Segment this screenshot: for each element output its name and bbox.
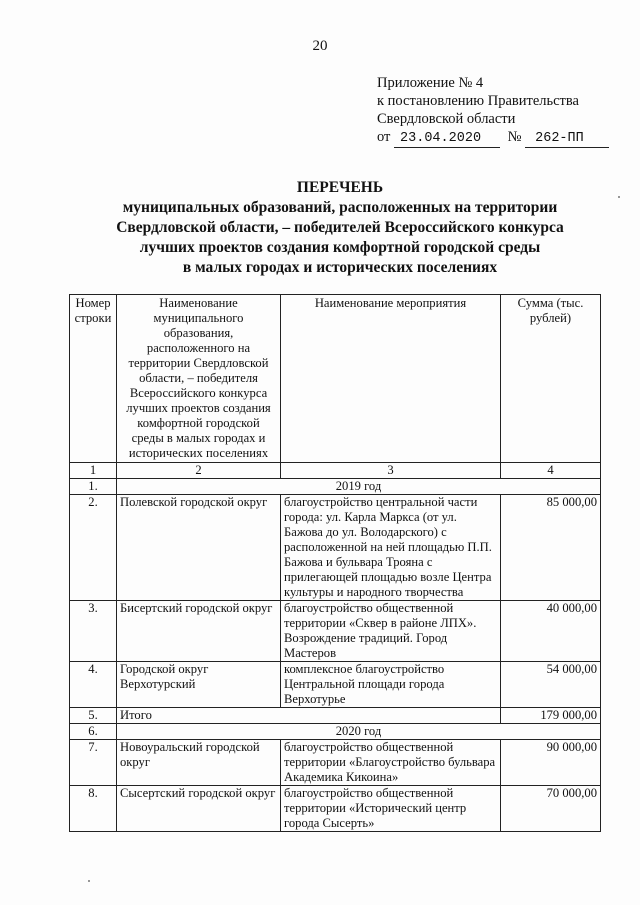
scan-speck (618, 196, 620, 198)
header-event: Наименование мероприятия (281, 295, 501, 463)
table-row (70, 601, 601, 662)
appendix-line-1: Приложение № 4 (377, 75, 484, 91)
index-cell: 3 (281, 463, 501, 479)
appendix-block (377, 74, 609, 148)
header-municipality: Наименование муниципального образования, расположенного на территории Свердловской области, – победителя Всероссийского конкурса лучших проектов создания комфортной городской среды в малых городах и исторических поселениях (117, 295, 281, 463)
table-row (70, 724, 601, 740)
scan-speck (88, 880, 90, 882)
event-cell: благоустройство общественной территории «Сквер в районе ЛПХ». Возрождение традиций. Город Мастеров (281, 601, 501, 662)
appendix-date-line (377, 128, 609, 148)
event-cell: благоустройство общественной территории «Благоустройство бульвара Академика Кикоина» (281, 740, 501, 786)
municipality-cell: Полевской городской округ (117, 495, 281, 601)
date-prefix: от (377, 129, 391, 145)
row-number: 2. (70, 495, 117, 601)
header-sum: Сумма (тыс. рублей) (501, 295, 601, 463)
table-row (70, 479, 601, 495)
municipality-cell: Новоуральский городской округ (117, 740, 281, 786)
row-number: 8. (70, 786, 117, 832)
index-cell: 4 (501, 463, 601, 479)
year-heading: 2019 год (117, 479, 601, 495)
row-number: 3. (70, 601, 117, 662)
document-title (60, 178, 620, 278)
total-sum: 179 000,00 (501, 708, 601, 724)
row-number: 1. (70, 479, 117, 495)
sum-cell: 70 000,00 (501, 786, 601, 832)
row-number: 5. (70, 708, 117, 724)
table-row (70, 786, 601, 832)
event-cell: комплексное благоустройство Центральной площади города Верхотурье (281, 662, 501, 708)
title-line-3: Свердловской области, – победителей Всероссийского конкурса (116, 219, 564, 236)
title-line-5: в малых городах и исторических поселениях (182, 259, 498, 276)
appendix-line-2: к постановлению Правительства (377, 93, 579, 109)
title-line-2: муниципальных образований, расположенных на территории (122, 199, 558, 216)
event-cell: благоустройство центральной части города: ул. Карла Маркса (от ул. Бажова до ул. Володарского) с расположенной на ней площадью П.П. Бажова и бульвара Трояна с прилегающей площадью возле Центра культуры и народного творчества (281, 495, 501, 601)
title-line-4: лучших проектов создания комфортной городской среды (139, 239, 541, 256)
row-number: 6. (70, 724, 117, 740)
row-number: 7. (70, 740, 117, 786)
municipalities-table (69, 294, 601, 832)
year-heading: 2020 год (117, 724, 601, 740)
appendix-line-3: Свердловской области (377, 111, 516, 127)
table-row (70, 740, 601, 786)
title-line-1: ПЕРЕЧЕНЬ (296, 179, 384, 196)
decree-date: 23.04.2020 (394, 131, 500, 148)
row-number: 4. (70, 662, 117, 708)
index-cell: 1 (70, 463, 117, 479)
page-number: 20 (312, 38, 328, 54)
sum-cell: 54 000,00 (501, 662, 601, 708)
decree-number: 262-ПП (525, 131, 609, 148)
table-row (70, 495, 601, 601)
municipality-cell: Бисертский городской округ (117, 601, 281, 662)
table-row (70, 662, 601, 708)
header-row-number: Номер строки (70, 295, 117, 463)
table-header-row (70, 295, 601, 463)
sum-cell: 85 000,00 (501, 495, 601, 601)
table-row (70, 708, 601, 724)
municipality-cell: Сысертский городской округ (117, 786, 281, 832)
municipality-cell: Городской округ Верхотурский (117, 662, 281, 708)
event-cell: благоустройство общественной территории «Исторический центр города Сысерть» (281, 786, 501, 832)
sum-cell: 90 000,00 (501, 740, 601, 786)
column-index-row (70, 463, 601, 479)
number-prefix: № (507, 129, 522, 145)
total-label: Итого (117, 708, 501, 724)
index-cell: 2 (117, 463, 281, 479)
sum-cell: 40 000,00 (501, 601, 601, 662)
